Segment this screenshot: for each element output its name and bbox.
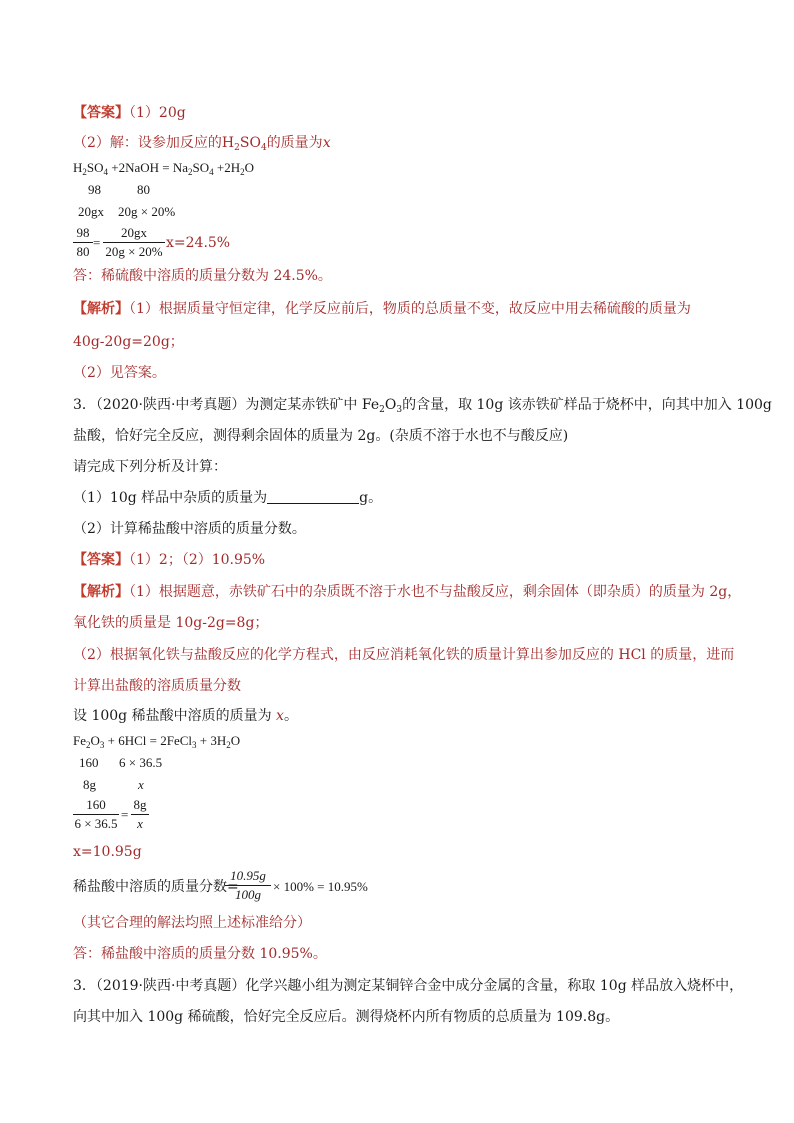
- question-4-stem: 3．（2019·陕西·中考真题）化学兴趣小组为测定某铜锌合金中成分金属的含量，称取 10g 样品放入烧杯中，: [73, 978, 744, 994]
- analysis-line-q3c: （2）根据氧化铁与盐酸反应的化学方程式，由反应消耗氧化铁的质量计算出参加反应的 HCl 的质量，进而: [73, 647, 735, 663]
- analysis-line-q2: 【解析】（1）根据质量守恒定律，化学反应前后，物质的总质量不变，故反应中用去稀硫酸的质量为: [73, 301, 691, 317]
- analysis-line-q3: 【解析】（1）根据题意，赤铁矿石中的杂质既不溶于水也不与盐酸反应，剩余固体（即杂质）的质量为 2g，: [73, 584, 742, 600]
- question-3-stem-2: 盐酸，恰好完全反应，测得剩余固体的质量为 2g。(杂质不溶于水也不与酸反应): [73, 428, 569, 444]
- let-statement: 设 100g 稀盐酸中溶质的质量为 x。: [73, 708, 298, 724]
- answer-blank: [267, 489, 359, 504]
- given-mass-2: 20g × 20%: [118, 204, 176, 219]
- analysis-line-q3b: 氧化铁的质量是 10g-2g=8g；: [73, 615, 269, 631]
- mass-fraction-fraction: 10.95g 100g: [225, 868, 271, 903]
- answer-tag: 【答案】: [73, 105, 129, 121]
- molar-mass-1: 98: [88, 182, 101, 197]
- fraction-right: 20gx 20g × 20%: [103, 225, 165, 260]
- unknown-mass: x: [138, 777, 144, 792]
- mass-fraction-result: × 100% = 10.95%: [273, 879, 368, 894]
- chemical-equation-h2so4: $H_2SO_4$ +2NaOH = $Na_2SO_4 +2H_2O$: [73, 160, 255, 177]
- question-3-sub-1: （1）10g 样品中杂质的质量为 g。: [73, 490, 383, 506]
- fraction-right-q3: 8g x: [131, 797, 149, 832]
- result-q2: x=24.5%: [166, 235, 231, 251]
- chemical-equation-fe2o3: $Fe_2O_3 + 6HCl$ = 2FeCl$_3$ + $3H_2O$: [73, 733, 241, 750]
- question-4-stem-2: 向其中加入 100g 稀硫酸，恰好完全反应后。测得烧杯内所有物质的总质量为 109.8g。: [73, 1009, 620, 1025]
- question-3-stem-3: 请完成下列分析及计算：: [73, 459, 227, 475]
- question-3-sub-2: （2）计算稀盐酸中溶质的质量分数。: [73, 521, 306, 537]
- fraction-left-q3: 160 6 × 36.5: [74, 797, 118, 831]
- equals-sign-q3: =: [121, 807, 129, 822]
- question-3-stem: 3．（2020·陕西·中考真题）为测定某赤铁矿中 $Fe_2O_3$的含量，取 10g 该赤铁矿样品于烧杯中，向其中加入 100g: [73, 397, 772, 415]
- molar-mass-hcl: 6 × 36.5: [119, 755, 163, 770]
- analysis-line-q2b: 40g-20g=20g；: [73, 334, 184, 350]
- grading-note: （其它合理的解法均照上述标准给分）: [73, 915, 311, 931]
- fraction-left: 98 80: [73, 225, 93, 260]
- given-mass-fe2o3: 8g: [83, 777, 96, 792]
- analysis-line-q2c: （2）见答案。: [73, 365, 166, 381]
- molar-mass-fe2o3: 160: [79, 755, 99, 770]
- conclusion-q2: 答：稀硫酸中溶质的质量分数为 24.5%。: [73, 268, 332, 284]
- solve-intro-line: （2）解：设参加反应的$H_2SO_4$的质量为x: [73, 135, 331, 153]
- answer-text: （1）20g: [129, 105, 186, 121]
- answer-line-q3: 【答案】（1）2；（2）10.95%: [73, 552, 266, 568]
- given-mass-1: 20gx: [78, 204, 104, 219]
- equals-sign: =: [93, 235, 101, 250]
- result-q3: x=10.95g: [73, 844, 142, 860]
- conclusion-q3: 答：稀盐酸中溶质的质量分数 10.95%。: [73, 946, 327, 962]
- answer-line-q2: [73, 104, 186, 122]
- analysis-line-q3d: 计算出盐酸的溶质质量分数: [73, 678, 241, 694]
- molar-mass-2: 80: [137, 182, 150, 197]
- mass-fraction-label: 稀盐酸中溶质的质量分数=: [73, 879, 239, 895]
